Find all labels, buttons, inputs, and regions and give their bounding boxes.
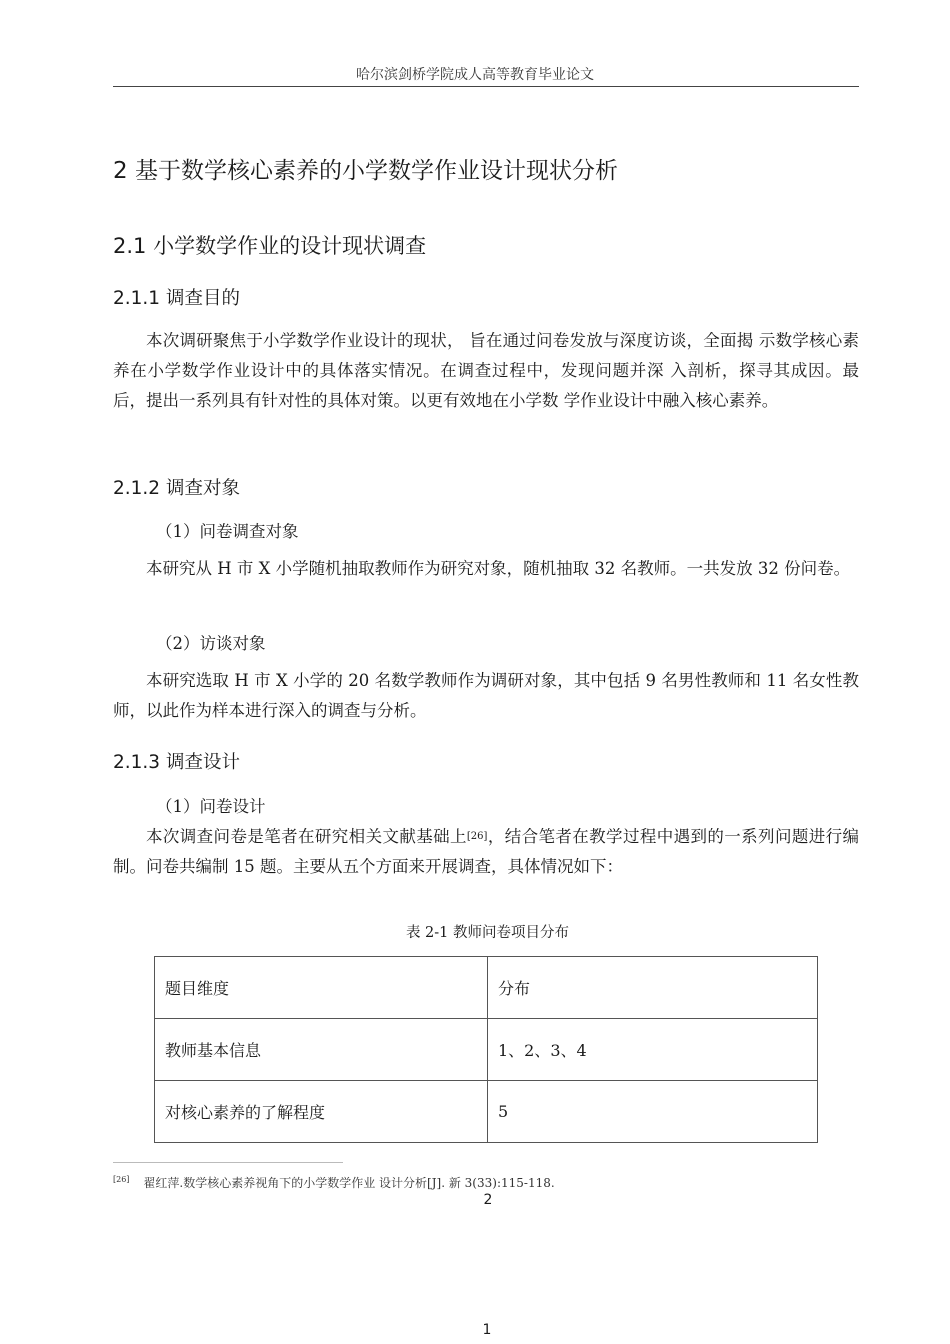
paragraph-purpose: 本次调研聚焦于小学数学作业设计的现状， 旨在通过问卷发放与深度访谈，全面揭 示数学核心素养在小学数学作业设计中的具体落实情况。在调查过程中，发现问题并深 入剖析，探寻其成因。最后，提出一系列具有针对性的具体对策。以更有效地在小学数 学作业设计中融入核心素养。: [113, 331, 859, 410]
subsection-heading-purpose: 2.1.1 调查目的: [113, 288, 240, 309]
table-caption: 表 2-1 教师问卷项目分布: [405, 925, 570, 941]
footnote-marker: [26]: [113, 1175, 130, 1184]
subsection-heading-subjects: 2.1.2 调查对象: [113, 478, 240, 499]
footnote-rule: [113, 1162, 343, 1163]
survey-items-table: [154, 956, 818, 1143]
page-header: 哈尔滨剑桥学院成人高等教育毕业论文: [356, 67, 594, 83]
paragraph-interview-subjects: 本研究选取 H 市 X 小学的 20 名数学教师作为调研对象，其中包括 9 名男性教师和 11 名女性教师，以此作为样本进行深入的调查与分析。: [113, 671, 859, 720]
table-row: [155, 1019, 818, 1081]
paragraph-questionnaire-design: [113, 822, 859, 882]
table-cell: 题目维度: [155, 957, 488, 1019]
paragraph-questionnaire-subjects: 本研究从 H 市 X 小学随机抽取教师作为研究对象，随机抽取 32 名教师。一共发放 32 份问卷。: [146, 559, 851, 578]
table-cell: 分布: [488, 957, 818, 1019]
chapter-title: 2 基于数学核心素养的小学数学作业设计现状分析: [113, 158, 618, 184]
table-cell: 对核心素养的了解程度: [155, 1081, 488, 1143]
footnote-text: 翟红萍.数学核心素养视角下的小学数学作业 设计分析[J]. 新 3(33):115-118.: [143, 1176, 555, 1190]
table-cell: 5: [488, 1081, 818, 1143]
paragraph-text: 本次调查问卷是笔者在研究相关文献基础上: [146, 827, 467, 846]
table-cell: 教师基本信息: [155, 1019, 488, 1081]
page-number-outer: 1: [482, 1322, 492, 1338]
section-title: 2.1 小学数学作业的设计现状调查: [113, 234, 427, 258]
paragraph-text-continued: ，结合笔者在教学过程中遇到的一系列问题进行编制。问卷共编制 15 题。主要从五个方面来开展调查，具体情况如下：: [113, 827, 860, 876]
table-row: [155, 1081, 818, 1143]
table-cell: 1、2、3、4: [488, 1019, 818, 1081]
subsection-heading-design: 2.1.3 调查设计: [113, 752, 240, 773]
sub-heading-questionnaire-design: （1）问卷设计: [156, 797, 266, 816]
table-row: [155, 957, 818, 1019]
sub-heading-questionnaire-subjects: （1）问卷调查对象: [156, 522, 299, 541]
page-number-inner: 2: [483, 1192, 493, 1208]
sub-heading-interview-subjects: （2）访谈对象: [156, 634, 266, 653]
citation-marker: [26]: [466, 831, 488, 842]
header-rule: [113, 86, 859, 87]
footnote: [113, 1174, 555, 1191]
